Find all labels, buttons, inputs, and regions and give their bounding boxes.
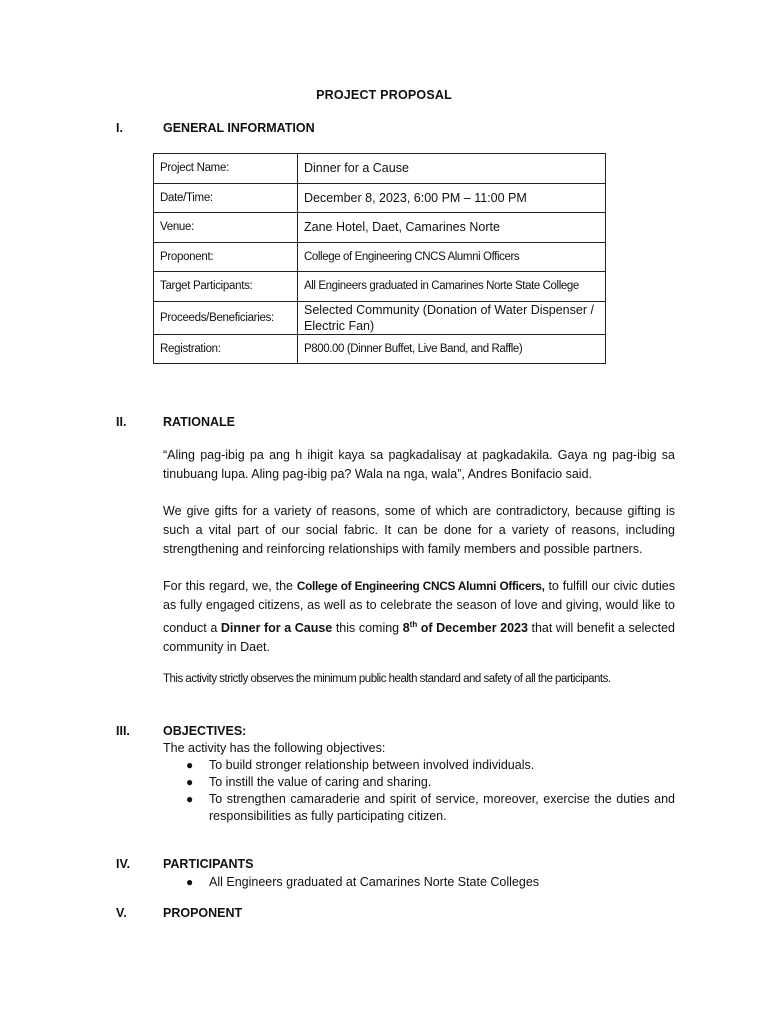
table-value: College of Engineering CNCS Alumni Officers (298, 242, 606, 272)
section-title: GENERAL INFORMATION (163, 121, 315, 135)
table-label: Venue: (154, 213, 298, 243)
text-run: For this regard, we, the (163, 579, 297, 593)
text-run: that will benefit a selected community in Daet. (163, 621, 675, 655)
table-label: Registration: (154, 334, 298, 364)
bullet-icon: ● (186, 758, 194, 772)
document-title: PROJECT PROPOSAL (316, 88, 452, 102)
table-row (154, 242, 606, 272)
table-label: Proponent: (154, 242, 298, 272)
table-row (154, 301, 606, 334)
section-number: I. (116, 121, 123, 135)
bullet-icon: ● (186, 775, 194, 789)
ordinal-suffix: th (409, 620, 418, 629)
table-value: December 8, 2023, 6:00 PM – 11:00 PM (298, 183, 606, 213)
section-title: OBJECTIVES: (163, 724, 247, 738)
bullet-icon: ● (186, 875, 194, 889)
list-item (186, 791, 675, 825)
table-value: Selected Community (Donation of Water Dispenser / Electric Fan) (298, 301, 606, 334)
rationale-paragraph-1: “Aling pag-ibig pa ang h ihigit kaya sa pagkadalisay at pagkadakila. Gaya ng pag-ibig sa tinubuang lupa. Aling pag-ibig pa? Wala na nga, wala”, Andres Bonifacio said. (163, 448, 675, 481)
section-title: RATIONALE (163, 415, 235, 429)
list-item-text: To instill the value of caring and sharing. (209, 775, 432, 789)
table-value: Dinner for a Cause (298, 154, 606, 184)
objectives-list (186, 757, 675, 825)
table-label: Project Name: (154, 154, 298, 184)
table-row (154, 334, 606, 364)
section-title: PROPONENT (163, 906, 243, 920)
section-number: III. (116, 724, 130, 738)
table-value: P800.00 (Dinner Buffet, Live Band, and Raffle) (298, 334, 606, 364)
rationale-paragraph-3 (163, 577, 675, 657)
list-item-text: To build stronger relationship between involved individuals. (209, 758, 535, 772)
table-row (154, 213, 606, 243)
table-row (154, 154, 606, 184)
text-run-bold: of December 2023 (417, 621, 528, 636)
list-item (186, 757, 675, 774)
text-run: to fulfill our civic duties as fully engaged citizens, as well as to celebrate the season of love and giving, would like to conduct a (163, 579, 675, 636)
section-number: V. (116, 906, 127, 920)
table-label: Target Participants: (154, 272, 298, 302)
text-run-bold: College of Engineering CNCS Alumni Officers, (296, 579, 545, 593)
rationale-paragraph-2: We give gifts for a variety of reasons, some of which are contradictory, because gifting is such a vital part of our social fabric. It can be done for a variety of reasons, including strengthening and reinforcing relationships with family members and possible partners. (163, 504, 675, 556)
table-row (154, 272, 606, 302)
table-label: Proceeds/Beneficiaries: (154, 301, 298, 334)
safety-note: This activity strictly observes the minimum public health standard and safety of all the participants. (163, 673, 611, 685)
list-item (186, 774, 675, 791)
list-item (186, 874, 675, 891)
table-value: All Engineers graduated in Camarines Norte State College (298, 272, 606, 302)
list-item-text: To strengthen camaraderie and spirit of service, moreover, exercise the duties and responsibilities as fully participating citizen. (209, 792, 675, 823)
section-title: PARTICIPANTS (163, 857, 254, 871)
list-item-text: All Engineers graduated at Camarines Norte State Colleges (209, 875, 540, 889)
text-run: this coming (332, 621, 403, 636)
section-number: IV. (116, 857, 131, 871)
text-run-bold: 8 (402, 621, 410, 636)
table-label: Date/Time: (154, 183, 298, 213)
bullet-icon: ● (186, 792, 194, 806)
table-value: Zane Hotel, Daet, Camarines Norte (298, 213, 606, 243)
general-info-table (153, 153, 606, 364)
table-row (154, 183, 606, 213)
participants-list (186, 874, 675, 891)
text-run-bold: Dinner for a Cause (220, 621, 333, 636)
section-number: II. (116, 415, 127, 429)
objectives-intro: The activity has the following objectives: (163, 741, 386, 755)
